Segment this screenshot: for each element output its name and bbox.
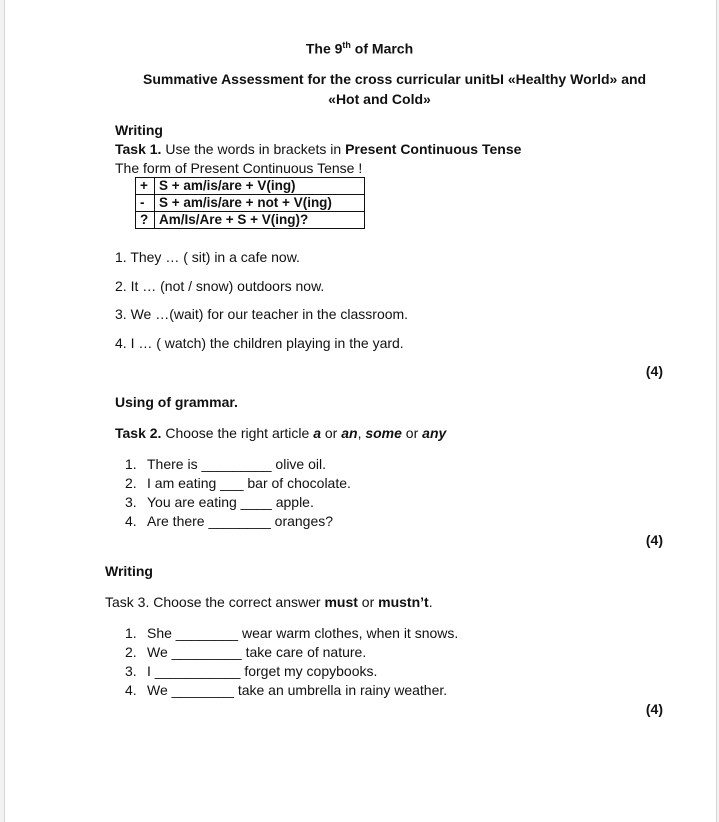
task1-instruction	[115, 141, 521, 157]
list-item: 2. It … (not / snow) outdoors now.	[115, 278, 325, 294]
item-text: Are there ________ oranges?	[147, 513, 334, 529]
score-label: (4)	[645, 701, 663, 717]
table-formula: Am/Is/Are + S + V(ing)?	[155, 212, 365, 229]
item-number: 1.	[125, 625, 137, 641]
item-text: I ___________ forget my copybooks.	[147, 663, 378, 679]
table-sign: +	[136, 178, 155, 195]
section1-heading: Writing	[115, 122, 163, 138]
list-item	[125, 513, 333, 529]
date-heading	[0, 40, 719, 57]
table-formula: S + am/is/are + not + V(ing)	[155, 195, 365, 212]
table-sign: ?	[136, 212, 155, 229]
word-mustnt: mustn’t	[378, 594, 429, 610]
item-number: 3.	[125, 494, 137, 510]
item-text: We ________ take an umbrella in rainy weather.	[147, 682, 448, 698]
list-item	[125, 663, 377, 679]
article-an: an	[341, 425, 358, 441]
document-page	[4, 0, 717, 822]
task3-text: Task 3. Choose the correct answer	[105, 594, 325, 610]
item-number: 2.	[125, 644, 137, 660]
list-item	[125, 475, 351, 491]
list-item	[125, 494, 314, 510]
date-text: The 9	[305, 40, 343, 57]
score-label: (4)	[645, 532, 663, 548]
document-title-line2: «Hot and Cold»	[328, 91, 431, 107]
table-row	[136, 195, 365, 212]
item-number: 4.	[125, 513, 137, 529]
item-number: 3.	[125, 663, 137, 679]
table-formula: S + am/is/are + V(ing)	[155, 178, 365, 195]
conjunction: or	[401, 425, 423, 441]
item-number: 4.	[125, 682, 137, 698]
section2-heading: Using of grammar.	[115, 394, 238, 410]
item-text: You are eating ____ apple.	[147, 494, 314, 510]
task1-label: Task 1.	[115, 141, 162, 157]
list-item	[125, 456, 326, 472]
tense-form-table	[135, 177, 365, 229]
item-text: I am eating ___ bar of chocolate.	[147, 475, 351, 491]
document-title-line1: Summative Assessment for the cross curricular unitЫ «Healthy World» and	[143, 71, 647, 87]
list-item	[125, 682, 447, 698]
conjunction: or	[357, 594, 379, 610]
list-item	[125, 625, 458, 641]
table-row	[136, 178, 365, 195]
item-text: There is _________ olive oil.	[147, 456, 327, 472]
word-some: some	[365, 425, 402, 441]
item-text: She ________ wear warm clothes, when it snows.	[147, 625, 459, 641]
article-a: a	[313, 425, 321, 441]
tense-form-text: The form of Present Continuous Tense !	[115, 160, 363, 176]
word-must: must	[324, 594, 358, 610]
task1-text: Use the words in brackets in	[161, 141, 346, 157]
task3-instruction	[105, 594, 433, 610]
task2-label: Task 2.	[115, 425, 162, 441]
conjunction: or	[320, 425, 342, 441]
period: .	[428, 594, 433, 610]
date-month: of March	[350, 40, 414, 57]
list-item: 3. We …(wait) for our teacher in the classroom.	[115, 306, 409, 322]
task2-instruction	[115, 425, 446, 441]
item-number: 2.	[125, 475, 137, 491]
word-any: any	[422, 425, 447, 441]
list-item: 4. I … ( watch) the children playing in the yard.	[115, 335, 404, 351]
task2-text: Choose the right article	[161, 425, 314, 441]
section3-heading: Writing	[105, 563, 153, 579]
table-row	[136, 212, 365, 229]
task1-tense: Present Continuous Tense	[345, 141, 522, 157]
item-text: We _________ take care of nature.	[147, 644, 367, 660]
comma: ,	[357, 425, 366, 441]
list-item	[125, 644, 366, 660]
list-item: 1. They … ( sit) in a cafe now.	[115, 249, 300, 265]
item-number: 1.	[125, 456, 137, 472]
score-label: (4)	[645, 363, 663, 379]
table-sign: -	[136, 195, 155, 212]
date-superscript: th	[342, 40, 351, 50]
